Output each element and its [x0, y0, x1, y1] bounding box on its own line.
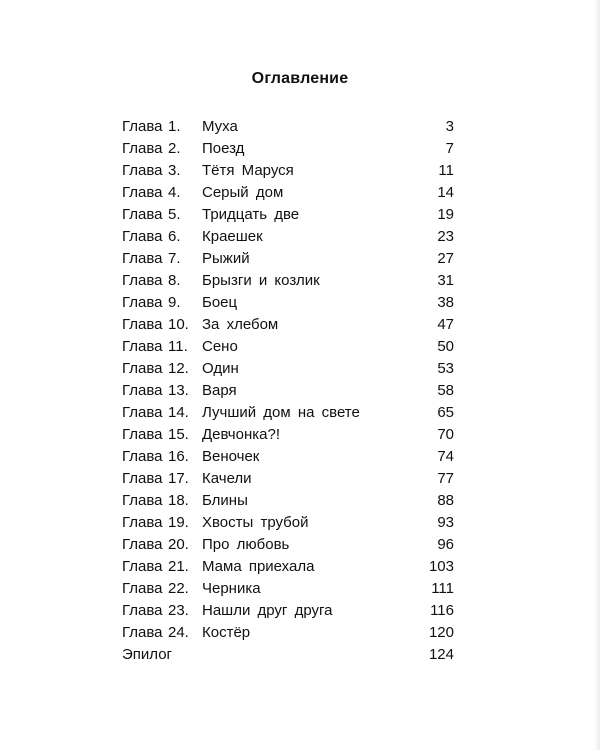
chapter-number: 1. — [168, 118, 181, 135]
chapter-title: Сено — [202, 338, 238, 355]
chapter-title: Муха — [202, 118, 238, 135]
chapter-title: Боец — [202, 294, 238, 311]
page-number: 7 — [445, 140, 454, 157]
chapter-number: 6. — [168, 228, 181, 245]
page-number: 38 — [437, 294, 454, 311]
toc-list — [122, 116, 454, 666]
chapter-number: 8. — [168, 272, 181, 289]
chapter-number: 13. — [168, 382, 189, 399]
toc-title: Оглавление — [251, 70, 349, 87]
toc-entry — [122, 116, 454, 138]
chapter-title: Блины — [202, 492, 248, 509]
toc-entry — [122, 578, 454, 600]
toc-entry — [122, 160, 454, 182]
chapter-word: Глава — [122, 162, 163, 179]
toc-entry — [122, 446, 454, 468]
toc-entry — [122, 336, 454, 358]
toc-entry — [122, 468, 454, 490]
page-number: 19 — [437, 206, 454, 223]
chapter-number: 23. — [168, 602, 189, 619]
page-number: 103 — [428, 558, 454, 575]
chapter-number: 11. — [168, 338, 188, 355]
chapter-number: 15. — [168, 426, 189, 443]
page-number: 14 — [437, 184, 454, 201]
chapter-number: 5. — [168, 206, 181, 223]
chapter-number: 14. — [168, 404, 189, 421]
page-number: 53 — [437, 360, 454, 377]
toc-entry — [122, 182, 454, 204]
chapter-title: За хлебом — [202, 316, 279, 333]
chapter-number: 18. — [168, 492, 189, 509]
chapter-word: Глава — [122, 404, 163, 421]
page-number: 93 — [437, 514, 454, 531]
chapter-number: 12. — [168, 360, 189, 377]
chapter-number: 20. — [168, 536, 189, 553]
page-number: 58 — [437, 382, 454, 399]
page-number: 70 — [437, 426, 454, 443]
chapter-title: Краешек — [202, 228, 263, 245]
chapter-title: Поезд — [202, 140, 245, 157]
chapter-word: Глава — [122, 140, 163, 157]
chapter-word: Глава — [122, 382, 163, 399]
chapter-title: Черника — [202, 580, 261, 597]
page-number: 96 — [437, 536, 454, 553]
page-number: 31 — [437, 272, 454, 289]
chapter-word: Глава — [122, 580, 163, 597]
chapter-number: 2. — [168, 140, 181, 157]
chapter-word: Глава — [122, 338, 163, 355]
chapter-word: Глава — [122, 250, 163, 267]
toc-entry — [122, 622, 454, 644]
page-number: 116 — [430, 602, 454, 619]
toc-entry — [122, 424, 454, 446]
chapter-title: Рыжий — [202, 250, 250, 267]
chapter-title: Варя — [202, 382, 237, 399]
chapter-word: Глава — [122, 536, 163, 553]
chapter-word: Глава — [122, 272, 163, 289]
chapter-title: Один — [202, 360, 239, 377]
page-number: 23 — [437, 228, 454, 245]
chapter-word: Глава — [122, 360, 163, 377]
page-number: 27 — [437, 250, 454, 267]
chapter-number: 7. — [168, 250, 181, 267]
toc-entry — [122, 402, 454, 424]
chapter-word: Глава — [122, 316, 163, 333]
chapter-number: 3. — [168, 162, 181, 179]
chapter-number: 9. — [168, 294, 181, 311]
toc-entry — [122, 556, 454, 578]
chapter-title: Хвосты трубой — [202, 514, 309, 531]
toc-entry-epilog — [122, 644, 454, 666]
chapter-word: Глава — [122, 228, 163, 245]
toc-entry — [122, 248, 454, 270]
chapter-word: Глава — [122, 118, 163, 135]
chapter-word: Глава — [122, 602, 163, 619]
page-number: 47 — [437, 316, 454, 333]
chapter-title: Тридцать две — [202, 206, 300, 223]
chapter-title: Нашли друг друга — [202, 602, 333, 619]
chapter-number: 17. — [168, 470, 189, 487]
chapter-title: Про любовь — [202, 536, 290, 553]
chapter-number: 16. — [168, 448, 189, 465]
chapter-title: Серый дом — [202, 184, 284, 201]
toc-entry — [122, 358, 454, 380]
page-number: 50 — [437, 338, 454, 355]
page-number: 77 — [437, 470, 454, 487]
chapter-title: Тётя Маруся — [202, 162, 294, 179]
chapter-number: 10. — [168, 316, 189, 333]
toc-entry — [122, 534, 454, 556]
toc-entry — [122, 138, 454, 160]
page-number: 111 — [431, 580, 454, 597]
page-number: 124 — [428, 646, 454, 663]
chapter-word: Глава — [122, 492, 163, 509]
chapter-title: Девчонка?! — [202, 426, 280, 443]
epilog-title: Эпилог — [122, 646, 173, 663]
chapter-word: Глава — [122, 426, 163, 443]
toc-entry — [122, 314, 454, 336]
page-number: 65 — [437, 404, 454, 421]
chapter-word: Глава — [122, 624, 163, 641]
toc-entry — [122, 270, 454, 292]
toc-entry — [122, 512, 454, 534]
toc-entry — [122, 204, 454, 226]
chapter-word: Глава — [122, 558, 163, 575]
chapter-word: Глава — [122, 206, 163, 223]
chapter-title: Костёр — [202, 624, 251, 641]
chapter-word: Глава — [122, 470, 163, 487]
chapter-title: Качели — [202, 470, 252, 487]
chapter-number: 21. — [168, 558, 189, 575]
toc-entry — [122, 380, 454, 402]
chapter-word: Глава — [122, 514, 163, 531]
chapter-title: Веночек — [202, 448, 260, 465]
chapter-word: Глава — [122, 294, 163, 311]
chapter-number: 22. — [168, 580, 189, 597]
toc-entry — [122, 226, 454, 248]
toc-entry — [122, 600, 454, 622]
chapter-word: Глава — [122, 448, 163, 465]
page-number: 74 — [437, 448, 454, 465]
toc-entry — [122, 292, 454, 314]
chapter-title: Мама приехала — [202, 558, 315, 575]
page-edge-shadow — [594, 0, 600, 750]
page-number: 11 — [438, 162, 454, 179]
chapter-number: 24. — [168, 624, 189, 641]
page-number: 3 — [445, 118, 454, 135]
chapter-title: Брызги и козлик — [202, 272, 320, 289]
chapter-word: Глава — [122, 184, 163, 201]
toc-entry — [122, 490, 454, 512]
chapter-number: 19. — [168, 514, 189, 531]
page-number: 120 — [428, 624, 454, 641]
chapter-number: 4. — [168, 184, 181, 201]
page-number: 88 — [437, 492, 454, 509]
chapter-title: Лучший дом на свете — [202, 404, 360, 421]
